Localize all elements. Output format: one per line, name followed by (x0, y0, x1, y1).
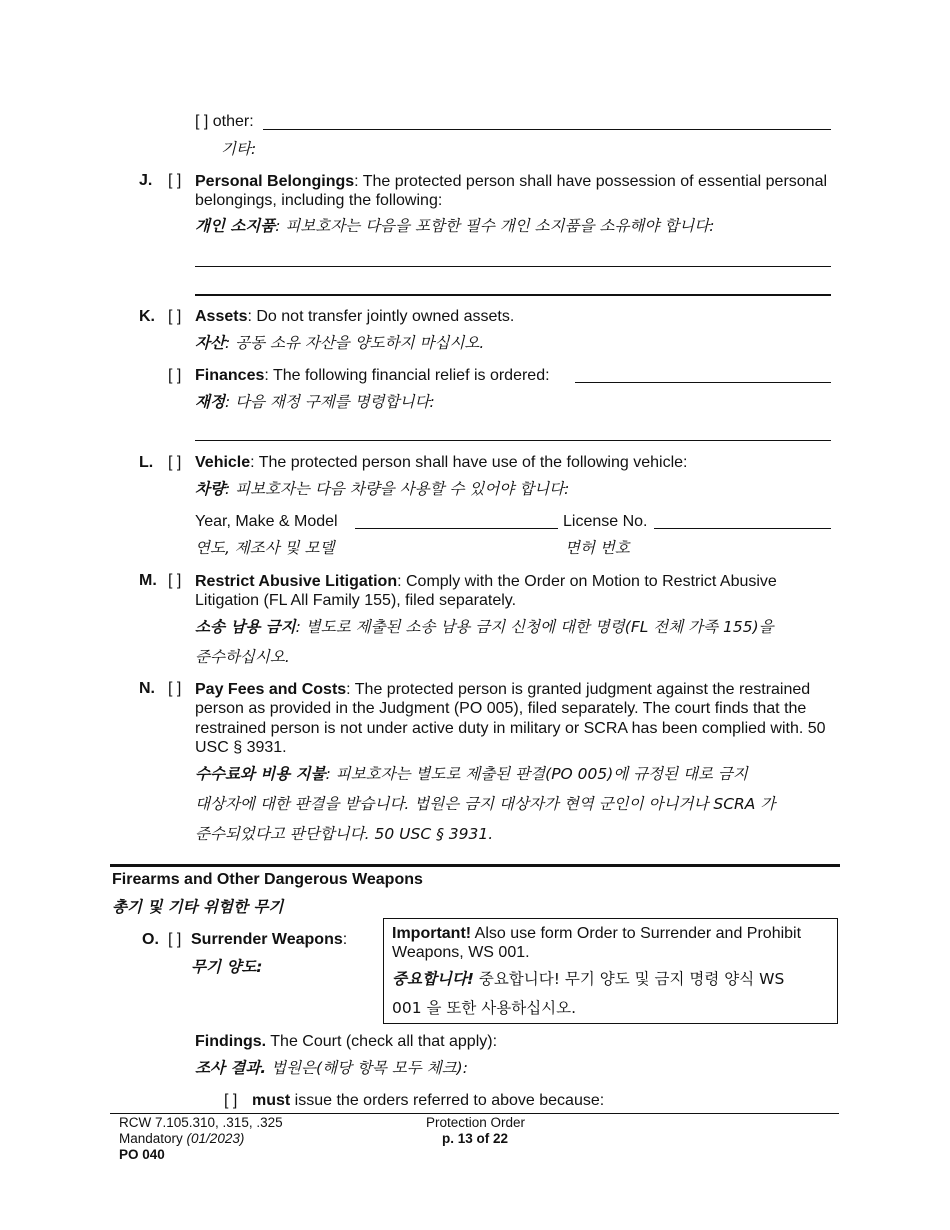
must-text (252, 1092, 604, 1110)
surrender-weapons-korean (191, 955, 263, 977)
finances-fill-line-2[interactable] (195, 440, 831, 441)
finances-ko-title: 재정 (195, 393, 225, 411)
restrict-litigation-korean-1 (195, 615, 774, 637)
checkbox-k[interactable]: [ ] (168, 308, 182, 325)
section-divider (110, 864, 840, 867)
restrict-litigation-ko-text: : 별도로 제출된 소송 남용 금지 신청에 대한 명령(FL 전체 가족 155)을 (295, 618, 774, 636)
vehicle-ko-text: : 피보호자는 다음 차량을 사용할 수 있어야 합니다: (224, 480, 570, 498)
important-desc: Also use form Order to Surrender and Prohibit Weapons, WS 001. (392, 925, 802, 961)
restrict-litigation-desc: : Comply with the Order on Motion to Restrict Abusive Litigation (FL All Family 155), filed separately. (195, 573, 777, 609)
year-make-model-label: Year, Make & Model (195, 513, 338, 530)
finances-korean (195, 390, 435, 412)
restrict-litigation-text (195, 572, 825, 610)
license-label: License No. (563, 513, 648, 530)
findings-desc: The Court (check all that apply): (266, 1033, 498, 1050)
personal-belongings-text (195, 172, 835, 210)
surrender-weapons-ko: 무기 양도: (191, 958, 263, 976)
year-make-model-field[interactable] (355, 528, 558, 529)
section-title-korean: 총기 및 기타 위험한 무기 (112, 898, 284, 916)
findings-ko-text: 법원은(해당 항목 모두 체크): (266, 1059, 468, 1077)
vehicle-korean (195, 477, 569, 499)
assets-desc: : Do not transfer jointly owned assets. (247, 308, 515, 325)
must-desc: issue the orders referred to above because: (290, 1092, 605, 1109)
important-ko-text: 중요합니다! 무기 양도 및 금지 명령 양식 WS (473, 970, 785, 988)
finances-text (195, 367, 550, 385)
findings-ko-label: 조사 결과. (195, 1059, 267, 1077)
section-title: Firearms and Other Dangerous Weapons (112, 871, 423, 888)
finances-title: Finances (195, 367, 265, 384)
pay-fees-ko-title: 수수료와 비용 지불 (195, 765, 326, 783)
footer-page-number: p. 13 of 22 (442, 1131, 509, 1146)
surrender-weapons-title: Surrender Weapons (191, 931, 343, 948)
vehicle-ko-title: 차량 (195, 480, 225, 498)
item-letter-m: M. (139, 572, 157, 589)
pay-fees-korean-2: 대상자에 대한 판결을 받습니다. 법원은 금지 대상자가 현역 군인이 아니거나 SCRA 가 (195, 795, 776, 813)
pay-fees-ko-text: : 피보호자는 별도로 제출된 판결(PO 005)에 규정된 대로 금지 (325, 765, 748, 783)
personal-belongings-korean (195, 214, 714, 236)
important-korean-2: 001 을 또한 사용하십시오. (392, 999, 577, 1017)
assets-text (195, 308, 514, 326)
checkbox-finances[interactable]: [ ] (168, 367, 182, 384)
assets-ko-text: : 공동 소유 자산을 양도하지 마십시오. (224, 334, 485, 352)
item-letter-j: J. (139, 172, 153, 189)
footer-mandatory (119, 1131, 244, 1146)
important-ko-label: 중요합니다! (392, 970, 474, 988)
license-field[interactable] (654, 528, 831, 529)
item-letter-l: L. (139, 454, 154, 471)
restrict-litigation-korean-2: 준수하십시오. (195, 648, 290, 666)
belongings-fill-line-2[interactable] (195, 294, 831, 296)
vehicle-title: Vehicle (195, 454, 251, 471)
other-korean: 기타: (221, 140, 257, 158)
footer-divider (110, 1113, 839, 1114)
finances-ko-text: : 다음 재정 구제를 명령합니다: (224, 393, 435, 411)
license-korean: 면허 번호 (565, 539, 630, 557)
assets-korean (195, 331, 484, 353)
restrict-litigation-title: Restrict Abusive Litigation (195, 573, 398, 590)
findings-text (195, 1033, 497, 1051)
year-make-model-korean: 연도, 제조사 및 모델 (195, 539, 335, 557)
checkbox-o[interactable]: [ ] (168, 931, 182, 948)
important-notice-text (392, 924, 832, 962)
footer-rcw: RCW 7.105.310, .315, .325 (119, 1115, 283, 1130)
must-checkbox[interactable]: [ ] (224, 1092, 238, 1109)
other-fill-line[interactable] (263, 129, 831, 130)
assets-title: Assets (195, 308, 248, 325)
pay-fees-korean-3: 준수되었다고 판단합니다. 50 USC § 3931. (195, 825, 494, 843)
item-letter-k: K. (139, 308, 155, 325)
footer-mandatory-label: Mandatory (119, 1131, 187, 1146)
checkbox-j[interactable]: [ ] (168, 172, 182, 189)
must-label: must (252, 1092, 291, 1109)
restrict-litigation-ko-title: 소송 남용 금지 (195, 618, 296, 636)
checkbox-l[interactable]: [ ] (168, 454, 182, 471)
assets-ko-title: 자산 (195, 334, 225, 352)
footer-form-number: PO 040 (119, 1147, 165, 1162)
vehicle-desc: : The protected person shall have use of the following vehicle: (250, 454, 688, 471)
pay-fees-text (195, 680, 835, 758)
vehicle-text (195, 454, 687, 472)
finances-fill-line-1[interactable] (575, 382, 831, 383)
personal-belongings-ko-text: : 피보호자는 다음을 포함한 필수 개인 소지품을 소유해야 합니다: (275, 217, 715, 235)
findings-korean (195, 1056, 468, 1078)
personal-belongings-desc: : The protected person shall have possession of essential personal belongings, including the following: (195, 173, 828, 209)
pay-fees-desc: : The protected person is granted judgment against the restrained person as provided in the Judgment (PO 005), filed separately. The court finds that the restrained person is not under active duty in military or SCRA has been complied with. 50 USC § 3931. (195, 681, 826, 757)
footer-date: (01/2023) (186, 1131, 245, 1146)
item-letter-o: O. (142, 931, 159, 948)
personal-belongings-title: Personal Belongings (195, 173, 355, 190)
checkbox-n[interactable]: [ ] (168, 680, 182, 697)
checkbox-m[interactable]: [ ] (168, 572, 182, 589)
important-korean-1 (392, 967, 784, 989)
findings-label: Findings. (195, 1033, 267, 1050)
other-checkbox-label[interactable]: [ ] other: (195, 113, 254, 130)
footer-doc-title: Protection Order (426, 1115, 526, 1130)
surrender-weapons-colon: : (342, 931, 348, 948)
belongings-fill-line-1[interactable] (195, 266, 831, 267)
pay-fees-korean-1 (195, 762, 748, 784)
item-letter-n: N. (139, 680, 155, 697)
important-label: Important! (392, 925, 472, 942)
personal-belongings-ko-title: 개인 소지품 (195, 217, 276, 235)
pay-fees-title: Pay Fees and Costs (195, 681, 347, 698)
surrender-weapons-label (191, 931, 347, 949)
finances-desc: : The following financial relief is ordered: (264, 367, 550, 384)
